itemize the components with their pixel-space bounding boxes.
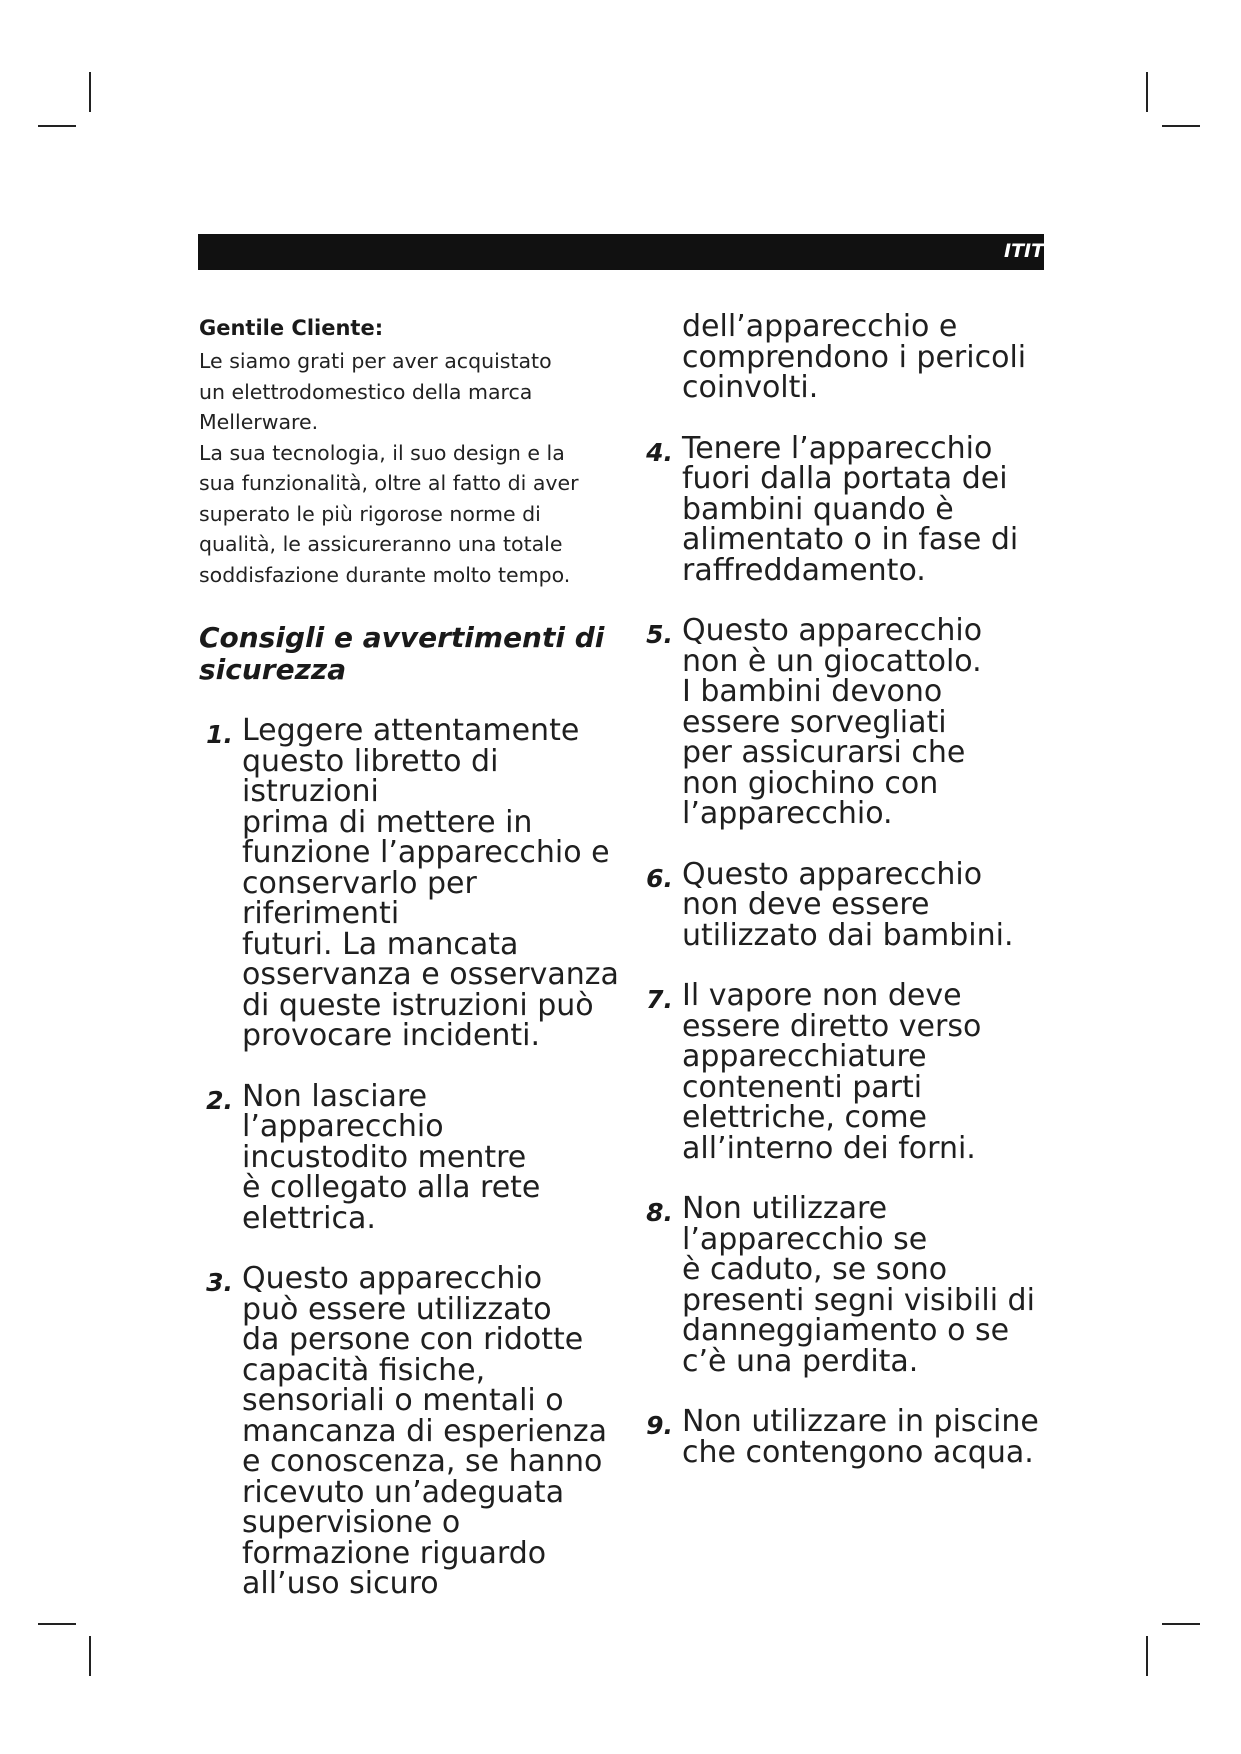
list-item-5 [645,613,1065,831]
intro-text: Le siamo grati per aver acquistato un elettrodomestico della marca Mellerware. La sua tecnologia, il suo design e la sua funzionalità, oltre al fatto di aver superato le più rigorose norme di qualità, le assicureranno una totale soddisfazione durante molto tempo. [199,349,579,587]
section-title: Consigli e avvertimenti di sicurezza [199,621,605,686]
item-text: Questo apparecchio può essere utilizzato da persone con ridotte capacità fisiche, sensoriali o mentali o mancanza di esperienza e conoscenza, se hanno ricevuto un’adeguata supervisione o formazione riguardo all’uso sicuro [242,1261,607,1601]
item-text: Questo apparecchio non è un giocattolo. I bambini devono essere sorvegliati per assicurarsi che non giochino con l’apparecchio. [682,613,983,831]
crop-mark-bottom-left-vertical [89,1636,91,1676]
list-item-8 [645,1191,1065,1379]
list-item-4 [645,430,1065,588]
item-number: 8. [646,1198,673,1227]
list-item-3-continued [645,309,1065,405]
item-number: 2. [206,1085,233,1115]
item-number: 9. [646,1411,673,1440]
left-column [199,316,619,1600]
crop-mark-bottom-left-horizontal [38,1623,76,1625]
crop-mark-top-right-horizontal [1162,125,1200,127]
right-column [645,309,1065,1470]
header-bar [198,234,1044,270]
crop-mark-top-left-horizontal [38,125,76,127]
item-text: dell’apparecchio e comprendono i pericoli coinvolti. [682,309,1027,405]
item-text: Leggere attentamente questo libretto di istruzioni prima di mettere in funzione l’apparecchio e conservarlo per riferimenti futuri. La mancata osservanza e osservanza di queste istruzioni può provocare incidenti. [242,713,619,1053]
list-item-2 [199,1078,619,1236]
list-item-3 [199,1261,619,1601]
greeting: Gentile Cliente: [199,316,384,340]
item-number: 4. [646,437,673,467]
list-item-6 [645,856,1065,953]
list-item-1 [199,713,619,1053]
item-text: Non utilizzare l’apparecchio se è caduto, se sono presenti segni visibili di danneggiamento o se c’è una perdita. [682,1191,1035,1379]
item-number: 5. [646,620,673,649]
item-text: Il vapore non deve essere diretto verso apparecchiature contenenti parti elettriche, come all’interno dei forni. [682,978,982,1166]
item-number: 7. [646,985,673,1014]
item-number: 3. [206,1268,233,1297]
item-text: Non lasciare l’apparecchio incustodito mentre è collegato alla rete elettrica. [242,1078,541,1236]
crop-mark-bottom-right-vertical [1146,1636,1148,1676]
crop-mark-bottom-right-horizontal [1162,1623,1200,1625]
crop-mark-top-right-vertical [1146,72,1148,112]
item-number: 6. [646,863,673,893]
list-item-9 [645,1404,1065,1470]
crop-mark-top-left-vertical [89,72,91,112]
list-item-7 [645,978,1065,1166]
item-text: Questo apparecchio non deve essere utilizzato dai bambini. [682,856,1014,953]
item-number: 1. [206,720,233,749]
item-text: Tenere l’apparecchio fuori dalla portata dei bambini quando è alimentato o in fase di raffreddamento. [682,430,1019,588]
language-code: ITIT [1004,240,1044,262]
item-text: Non utilizzare in piscine che contengono acqua. [682,1404,1039,1470]
